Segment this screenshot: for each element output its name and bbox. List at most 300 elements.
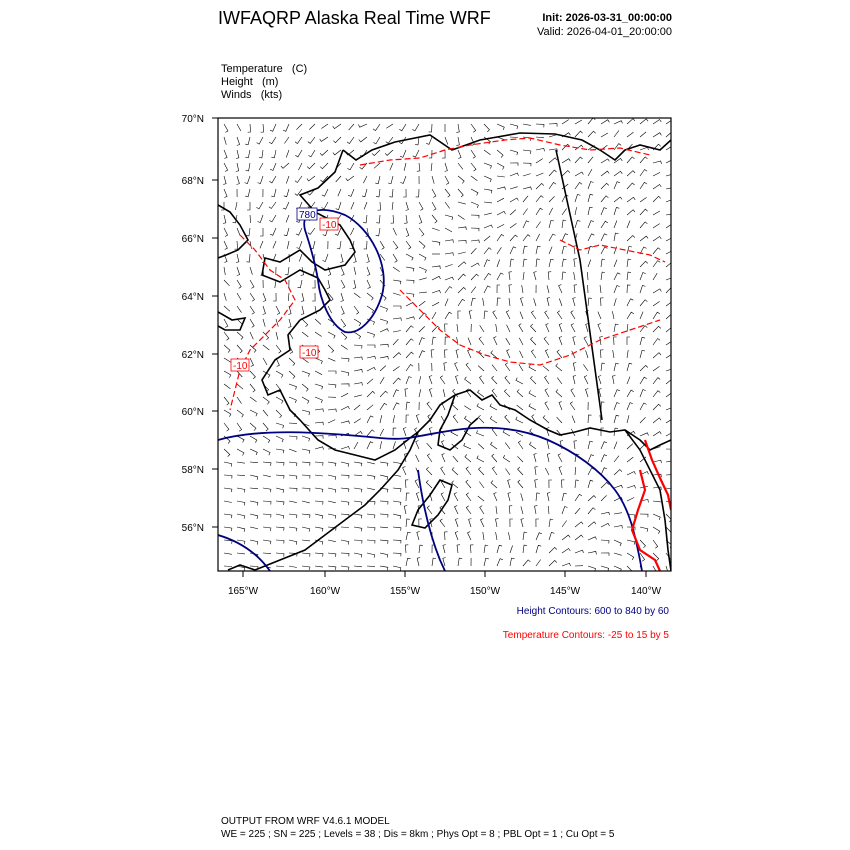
wind-barb [406,302,413,306]
wind-barb [237,488,245,492]
wind-barb [400,150,406,157]
wind-barb [354,442,358,449]
wind-barb [404,506,407,515]
wind-barb [452,467,458,475]
wind-barb [333,124,341,129]
lon-label-145: 145°W [549,586,581,597]
wind-barb [406,228,409,237]
wind-barb [297,241,303,249]
wind-barb [302,397,309,404]
wind-barb [289,527,297,531]
wind-barb [417,558,420,567]
wind-barb [510,558,515,566]
wind-barb [496,519,499,527]
wind-barb [549,158,557,163]
wind-barb [393,241,398,249]
wind-barb [237,332,243,340]
wind-barb [562,208,567,215]
wind-barb [445,299,448,306]
wind-barb [627,119,635,124]
wind-barb [484,189,492,193]
wind-barb [237,137,240,146]
wind-barb [307,163,315,169]
wind-barb [536,533,542,540]
wind-barb [627,299,633,306]
wind-barb [493,311,497,319]
wind-barb [224,553,232,554]
wind-barb [614,403,620,411]
wind-barb [653,378,660,384]
wind-barb [224,163,228,172]
wind-barb [492,376,497,384]
wind-barb [614,207,619,215]
wind-barb [256,202,263,209]
wind-barb [315,475,323,476]
wind-barb [426,480,432,488]
wind-barb [237,228,240,235]
wind-barb [536,196,543,202]
wind-barb [640,285,645,293]
wind-barb [586,389,589,398]
wind-barb [427,454,432,462]
wind-barb [367,430,374,436]
wind-barb [263,423,268,431]
wind-barb [354,527,362,531]
wind-barb [627,553,634,560]
wind-barb [588,234,594,241]
wind-barb [497,273,504,280]
temperature-contour-north [360,138,650,165]
wind-barb [224,462,232,467]
wind-barb [588,480,593,488]
wind-barb [237,501,245,505]
wind-barb [250,488,258,489]
wind-barb [601,455,607,462]
wind-barb [296,228,302,235]
wind-barb [547,285,549,293]
wind-barb [393,228,397,235]
wind-barb [367,280,370,289]
wind-barb [307,176,315,181]
wind-barb [614,273,620,280]
wind-barb [627,312,634,319]
wind-barb [627,540,635,545]
wind-barb [276,332,278,340]
wind-barb [666,566,669,575]
wind-barb [406,254,413,260]
wind-barb [406,377,412,384]
wind-barb [549,560,557,566]
wind-barb [315,553,323,557]
wind-barb [492,467,497,475]
wind-barb [666,159,675,163]
wind-barb [559,337,562,346]
wind-barb [328,409,336,412]
wind-barb [575,207,577,215]
wind-barb [510,163,518,166]
wind-barb [347,163,354,170]
wind-barb [536,493,540,501]
wind-barb [627,403,633,410]
wind-barb [302,475,310,479]
wind-barb [530,442,537,449]
wind-barb [367,475,375,479]
wind-barb [295,150,302,157]
wind-barb [289,475,297,479]
wind-barb [549,124,557,127]
wind-barb [536,246,541,254]
wind-barb [484,150,491,155]
wind-barb [640,273,646,281]
wind-barb [510,546,513,554]
wind-barb [445,337,448,345]
wind-barb [260,228,263,236]
wind-barb [458,287,466,293]
wind-barb [237,176,240,185]
wind-barb [517,389,523,397]
wind-barb [627,236,635,242]
wind-barb [588,551,596,554]
wind-barb [666,419,673,423]
wind-barb [509,506,512,514]
wind-barb [536,208,543,215]
lat-label-62: 62°N [181,350,204,361]
wind-barb [504,389,510,397]
wind-barb [557,378,562,384]
wind-barb [455,519,458,528]
wind-barb [575,480,579,488]
temperature-contours [230,138,665,410]
wind-barb [543,415,549,423]
wind-barb [653,418,661,423]
wind-barb [464,406,471,410]
wind-barb [562,171,570,177]
wind-barb [666,224,674,229]
wind-barb [627,171,635,176]
wind-barb [573,337,576,346]
wind-barb [432,312,436,319]
wind-barb [367,345,375,348]
wind-barb [263,397,269,404]
wind-barb [562,144,570,150]
wind-barb [373,124,380,131]
wind-barb [354,357,362,360]
lat-label-66: 66°N [181,234,204,245]
wind-barb [614,390,620,397]
wind-barb [491,481,497,489]
wind-barb [536,124,544,127]
wind-barb [328,306,332,313]
wind-barb [237,293,241,300]
wind-barb [614,415,619,423]
wind-barb [523,545,527,553]
wind-barb [666,214,674,217]
wind-barb [403,428,406,437]
wind-barb [419,292,427,293]
wind-barb [601,159,609,163]
wind-barb [224,371,231,378]
wind-barb [587,272,588,280]
wind-barb [302,514,310,518]
wind-barb [432,176,434,184]
wind-barb [354,332,361,339]
wind-barb [441,493,445,501]
wind-barb [364,202,367,209]
wind-barb [376,215,380,223]
wind-barb [393,514,401,519]
wind-barb [419,254,426,261]
wind-barb [505,363,510,371]
wind-barb [575,182,582,189]
lat-label-60: 60°N [181,407,204,418]
wind-barb [497,198,504,202]
wind-barb [457,337,458,345]
wind-barb [393,390,399,397]
wind-barb [588,182,594,190]
wind-barb [562,220,566,228]
wind-barb [263,501,271,505]
wind-barb [393,488,401,492]
wind-barb [328,540,336,542]
wind-barb [497,559,503,566]
wind-barb [380,356,388,359]
wind-barb [583,364,588,371]
wind-barb [653,248,660,254]
wind-barb [549,532,554,540]
wind-barb [562,159,570,163]
wind-barb [666,132,674,137]
wind-barb [302,553,310,557]
wind-barb [367,488,375,490]
wind-barb [468,350,471,359]
wind-barb [601,523,610,527]
wind-barb [250,371,255,379]
wind-barb [308,150,315,157]
wind-barb [405,389,408,397]
wind-barb [627,498,634,502]
wind-barb [288,293,289,301]
wind-barb [341,306,344,315]
wind-barb [452,481,458,488]
wind-barb [236,150,239,159]
wind-barb [575,494,582,501]
wind-barb [224,293,226,301]
wind-barb [367,514,375,518]
wind-barb [263,540,271,544]
wind-barb [250,501,258,505]
wind-barb [614,513,622,514]
wind-barb [484,286,490,293]
wind-barb [351,202,354,209]
height-label-780: 780 [299,210,316,221]
wind-barb [380,329,389,332]
wind-barb [484,311,488,319]
wind-barb [263,475,271,477]
wind-barb [354,293,360,298]
wind-barb [445,215,453,220]
wind-barb [315,462,323,466]
wind-barb [614,171,622,176]
wind-barb [653,339,660,346]
wind-barb [393,378,401,384]
wind-barb [627,377,630,384]
wind-barb [445,189,450,197]
wind-barb [432,558,436,566]
wind-barb [419,519,422,527]
wind-barb [627,285,630,293]
wind-barb [312,293,315,301]
wind-barb [341,462,349,467]
wind-barb [640,157,648,163]
wind-barb [336,176,341,182]
wind-barb [341,280,345,288]
wind-barb [483,532,484,540]
wind-barb [328,420,335,423]
wind-barb [666,369,675,372]
wind-barb [470,545,473,553]
wind-barb [237,410,243,417]
wind-barb [458,227,466,230]
wind-barb [349,124,354,130]
wind-barb [484,273,491,280]
wind-barb [250,280,254,288]
wind-barb [432,215,437,223]
wind-barb [276,553,284,557]
wind-barb [653,196,661,202]
wind-barb [302,488,310,492]
wind-barb [416,455,420,462]
wind-barb [354,566,362,567]
wind-barb [250,215,251,223]
wind-barb [598,324,601,333]
wind-barb [286,215,289,222]
wind-barb [445,324,448,332]
wind-barb [250,514,258,519]
wind-barb [558,454,562,462]
wind-barb [223,176,226,185]
wind-barb [497,298,501,306]
wind-barb [393,415,395,423]
wind-barb [224,319,228,328]
lon-label-165: 165°W [227,586,259,597]
wind-barb [559,285,562,294]
wind-barb [419,241,425,249]
wind-barb [328,514,336,519]
wind-barb [466,506,471,514]
wind-barb [341,358,349,362]
wind-barb [380,391,388,397]
wind-barb [426,467,432,475]
wind-barb [613,376,616,384]
wind-barb [354,405,360,410]
wind-barb [503,455,510,462]
wind-barb [517,405,523,410]
wind-barb [320,163,328,169]
wind-barb [520,351,524,358]
wind-barb [261,124,264,132]
wind-barb [444,363,447,371]
wind-barb [653,224,660,228]
wind-barb [432,276,441,280]
wind-barb [353,254,356,263]
wind-barb [627,197,635,202]
wind-barb [588,207,593,215]
latitude-labels [182,114,204,534]
wind-barb [572,416,575,423]
wind-barb [598,376,601,385]
wind-barb [341,553,349,556]
wind-barb [224,397,229,405]
wind-barb [601,468,607,475]
wind-barb [380,366,386,371]
wind-barb [341,267,344,276]
wind-barb [224,137,226,145]
wind-barb [354,383,362,386]
wind-barb [302,540,310,541]
wind-barb [237,306,242,313]
wind-barb [466,363,471,371]
wind-barb [484,176,491,182]
wind-barb [454,493,458,502]
wind-barb [588,131,596,137]
wind-barb [250,527,258,529]
wind-barb [574,285,577,293]
wind-barb [444,350,447,358]
wind-barb [458,262,466,267]
wind-barb [480,506,484,514]
wind-barb [478,390,485,397]
wind-barb [427,443,432,449]
wind-barb [302,410,310,415]
wind-barb [614,298,616,306]
wind-barb [562,563,571,566]
wind-barb [341,447,350,450]
wind-barb [549,135,557,137]
wind-barb [315,488,323,492]
wind-barb [547,493,550,502]
wind-barb [523,246,527,254]
lon-label-160: 160°W [309,586,341,597]
wind-barb [549,170,557,176]
wind-barb [419,389,421,397]
wind-barb [250,319,254,327]
wind-barb [600,350,603,358]
wind-barb [562,259,566,267]
wind-barb [653,353,661,358]
wind-barb [445,277,454,280]
wind-barb [571,389,575,397]
wind-barb [298,163,302,170]
wind-barb [340,254,343,263]
wind-barb [276,423,284,428]
model-info-line2: WE = 225 ; SN = 225 ; Levels = 38 ; Dis = 8km ; Phys Opt = 8 ; PBL Opt = 1 ; Cu Opt = 5 [221,829,615,840]
wind-barb [640,403,647,410]
wind-barb [380,475,388,480]
wind-barb [302,436,310,441]
wind-barb [519,364,523,371]
wind-barb [519,338,523,345]
wind-barb [545,311,549,319]
wind-barb [640,170,647,177]
longitude-labels [228,586,662,597]
wind-barb [614,442,617,449]
wind-barb [443,558,446,567]
wind-barb [492,454,497,462]
wind-barb [666,187,674,189]
wind-barb [471,240,479,243]
wind-barb [393,254,397,262]
wind-barb [497,211,506,215]
